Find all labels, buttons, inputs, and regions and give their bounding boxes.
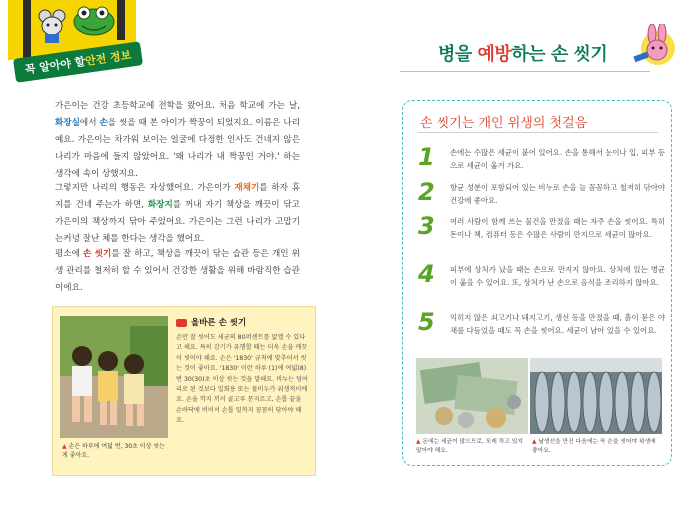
highlighted-term: 손 씻기 xyxy=(83,249,112,259)
money-photo xyxy=(416,358,528,434)
article-paragraph-1 xyxy=(55,98,300,183)
mouse-mascot-icon xyxy=(36,8,68,44)
children-handwashing-photo xyxy=(60,316,168,438)
title-part: 하는 손 씻기 xyxy=(511,44,608,65)
item-number: 5 xyxy=(418,308,435,336)
page-title xyxy=(438,40,607,66)
photo-caption-text: 손은 하루에 여덟 번, 30초 이상 씻는 게 좋아요. xyxy=(62,443,165,459)
item-number: 4 xyxy=(418,260,435,288)
panel-item: 여러 사람이 함께 쓰는 물건을 만졌을 때는 자주 손을 씻어요. 특히 돈이나 책, 컴퓨터 등은 수많은 사람이 만지므로 세균이 많아요. xyxy=(450,217,665,239)
panel-title: 손 씻기는 개인 위생의 첫걸음 xyxy=(420,116,588,131)
highlighted-term: 화장지 xyxy=(147,200,173,210)
fish-caption xyxy=(532,438,660,456)
paragraph-text: 가은이는 건강 초등학교에 전학을 왔어요. 처음 학교에 가는 날, xyxy=(55,101,300,111)
panel-item: 피부에 상처가 났을 때는 손으로 만지지 않아요. 상처에 있는 병균이 옮을 수 있어요. 또, 상처가 난 손으로 음식을 조리하지 않아요. xyxy=(450,265,665,287)
fish-photo xyxy=(530,358,662,434)
item-number: 3 xyxy=(418,212,435,240)
highlighted-term: 재채기 xyxy=(234,183,260,193)
badge-highlight: 안전 정보 xyxy=(84,48,133,68)
rabbit-mascot-icon xyxy=(632,24,680,70)
triangle-icon: ▲ xyxy=(532,439,537,445)
article-paragraph-3 xyxy=(55,246,300,297)
panel-item: 익히지 않은 쇠고기나 돼지고기, 생선 등을 만졌을 때, 흙이 묻은 야채를 다듬었을 때도 꼭 손을 씻어요. 세균이 남아 있을 수 있어요. xyxy=(450,313,665,335)
title-part: 병을 xyxy=(438,44,478,65)
frog-mascot-icon xyxy=(70,4,116,38)
car-icon xyxy=(176,319,187,327)
info-box-heading-text: 올바른 손 씻기 xyxy=(191,318,247,328)
highlighted-term: 손 xyxy=(99,118,108,128)
paragraph-text: 을 씻을 때 본 아이가 짝꿍이 되었지요. 이름은 나리예요. 가은이는 차가워 보이는 얼굴에 다정한 인사도 건네지 않은 나리가 마음에 들지 않았어요. '왜 나리가 내 짝꿍인 거야.' 하는 생각에 속이 상했지요. xyxy=(55,118,300,179)
triangle-icon: ▲ xyxy=(62,443,67,450)
paragraph-text: 에서 xyxy=(79,118,100,128)
banner-post xyxy=(117,0,125,40)
highlighted-term: 화장실 xyxy=(55,118,80,128)
info-box-heading xyxy=(176,316,246,328)
photo-caption xyxy=(62,442,170,460)
item-number: 1 xyxy=(418,143,435,171)
panel-item: 손에는 수많은 세균이 붙어 있어요. 손을 통해서 눈이나 입, 피부 등으로 세균이 옮겨 가요. xyxy=(450,148,665,170)
paragraph-text: 그렇지만 나리의 행동은 자상했어요. 가은이가 xyxy=(55,183,235,193)
panel-divider xyxy=(418,132,658,133)
paragraph-text: 를 잘 하고, 책상을 깨끗이 닦는 습관 등은 개인 위생 관리를 철저히 할 수 있어서 건강한 생활을 위해 바람직한 습관이에요. xyxy=(55,249,300,293)
badge-label: 꼭 알아야 할 xyxy=(24,55,87,77)
fish-caption-text: 날생선을 만진 다음에는 꼭 손을 씻어야 위생에 좋아요. xyxy=(532,439,656,454)
title-highlight: 예방 xyxy=(477,44,512,65)
money-caption xyxy=(416,438,526,456)
panel-item: 항균 성분이 포함되어 있는 비누로 손을 늘 꼼꼼하고 철저히 닦아야 건강에 좋아요. xyxy=(450,183,665,205)
paragraph-text: 를 하자 휴지를 건네 주는가 하면, xyxy=(55,183,301,210)
item-number: 2 xyxy=(418,178,435,206)
paragraph-text: 를 꺼내 자기 책상을 깨끗이 닦고 가은이의 책상까지 닦아 주었어요. 가은이는 그런 나리가 고맙기는커녕 잘난 체를 한다는 생각을 했어요. xyxy=(55,200,300,244)
info-box-body: 손만 잘 씻어도 세균의 80퍼센트를 없앨 수 있다고 해요. 특히 감기가 유행할 때는 더욱 손을 깨끗이 씻어야 해요. 손은 '1830' 규칙에 맞추어서 씻는 것이 좋아요. '1830' 이란 하루 (1)에 여덟(8) 번 30(30)초 이상 씻는 것을 말해요. 비누는 덩어리로 된 것보다 일회용 또는 물비누가 위생적이에요. 손을 깍지 끼서 골고루 문지르고, 손톱 끝을 손바닥에 비비서 손톱 밑까지 꼼꼼히 닦아야 해요. xyxy=(176,334,308,425)
article-paragraph-2 xyxy=(55,180,300,248)
title-divider xyxy=(400,71,650,72)
banner-post xyxy=(23,0,31,60)
paragraph-text: 평소에 xyxy=(55,249,84,259)
money-caption-text: 돈에는 세균이 많으므로, 모래 하고 있지 말아야 해요. xyxy=(416,439,523,454)
triangle-icon: ▲ xyxy=(416,439,421,445)
